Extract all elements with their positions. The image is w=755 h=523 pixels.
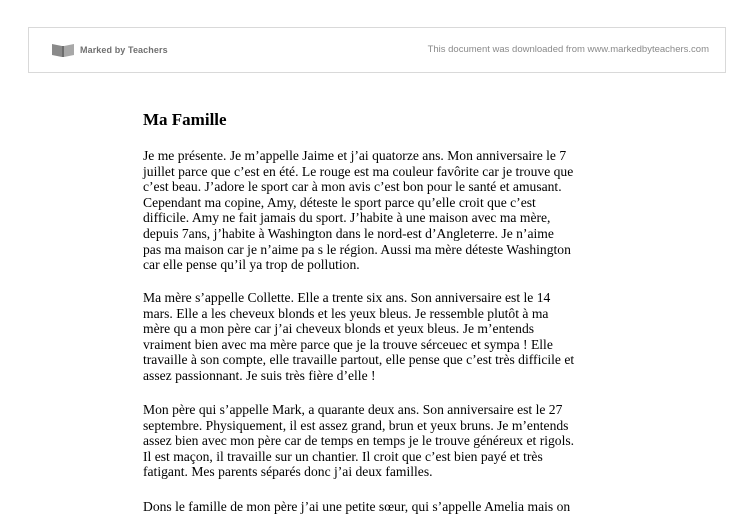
text-line: mars. Elle a les cheveux blonds et les yeux bleus. Je ressemble plutôt à ma — [143, 305, 549, 321]
text-line: c’est beau. J’adore le sport car à mon avis c’est bon pour le santé et amusant. — [143, 179, 562, 195]
text-line: pas ma maison car je n’aime pa s le région. Aussi ma mère déteste Washington — [143, 241, 571, 257]
paragraph-introduction — [143, 148, 633, 273]
brand-logo[interactable] — [50, 42, 168, 58]
text-line: travaille à son compte, elle travaille partout, elle pense que c’est très difficile et — [143, 352, 575, 368]
text-line: juillet parce que c’est en été. Le rouge est ma couleur favôrite car je trouve que — [143, 163, 574, 179]
text-line: septembre. Physiquement, il est assez grand, brun et yeux bruns. Je m’entends — [143, 417, 569, 433]
text-line: vraiment bien avec ma mère parce que je la trouve sérceuec et sympa ! Elle — [143, 336, 553, 352]
download-source-note[interactable]: This document was downloaded from www.markedbyteachers.com — [427, 44, 709, 55]
text-line: Dons le famille de mon père j’ai une petite sœur, qui s’appelle Amelia mais on — [143, 499, 571, 514]
open-book-logo-icon — [50, 42, 76, 58]
document-title: Ma Famille — [143, 110, 227, 129]
text-line: fatigant. Mes parents séparés donc j’ai deux familles. — [143, 464, 433, 480]
text-line: difficile. Amy ne fait jamais du sport. J’habite à une maison avec ma mère, — [143, 210, 551, 226]
text-line: Ma mère s’appelle Collette. Elle a trente six ans. Son anniversaire est le 14 — [143, 290, 551, 305]
paragraph-father — [143, 402, 633, 480]
paragraph-father-family — [143, 499, 633, 515]
text-line: Je me présente. Je m’appelle Jaime et j’ai quatorze ans. Mon anniversaire le 7 — [143, 148, 567, 163]
brand-name: Marked by Teachers — [80, 45, 168, 55]
text-line: car elle pense qu’il ya trop de pollution. — [143, 257, 360, 273]
text-line: Mon père qui s’appelle Mark, a quarante deux ans. Son anniversaire est le 27 — [143, 402, 563, 417]
text-line: depuis 7ans, j’habite à Washington dans le nord-est d’Angleterre. Je n’aime — [143, 225, 554, 241]
download-banner — [28, 27, 726, 73]
paragraph-mother — [143, 290, 633, 384]
text-line: Cependant ma copine, Amy, déteste le sport parce qu’elle croit que c’est — [143, 194, 536, 210]
text-line: mère qu a mon père car j’ai cheveux blonds et yeux bleus. Je m’entends — [143, 321, 535, 337]
text-line: assez passionnant. Je suis très fière d’elle ! — [143, 367, 376, 383]
text-line: Il est maçon, il travaille sur un chantier. Il croit que c’est bien payé et très — [143, 448, 543, 464]
text-line: assez bien avec mon père car de temps en temps je le trouve généreux et rigols. — [143, 433, 575, 449]
